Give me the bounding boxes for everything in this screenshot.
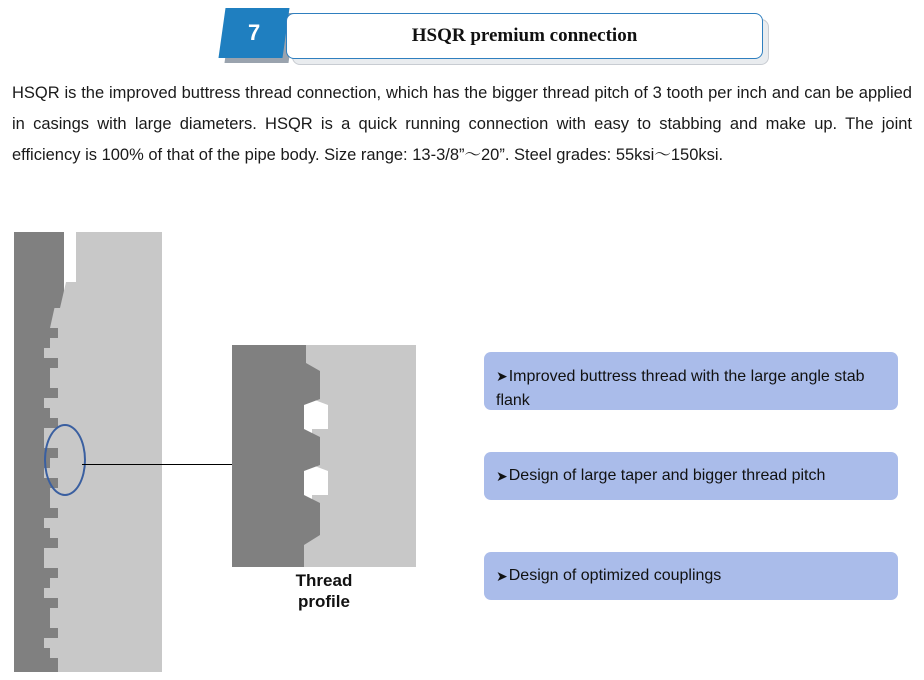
- coupling-thread-shape: [14, 232, 162, 672]
- connection-cross-section-figure: [14, 232, 162, 672]
- thread-profile-tooth-shape: [232, 345, 416, 567]
- bullet-arrow-icon: ➤: [496, 568, 508, 584]
- thread-profile-caption: Thread profile: [295, 571, 353, 611]
- feature-box-2: [484, 452, 898, 500]
- feature-text-3: Design of optimized couplings: [508, 567, 722, 584]
- bullet-arrow-icon: ➤: [496, 368, 508, 384]
- thread-profile-figure: [232, 345, 416, 567]
- feature-box-1: [484, 352, 898, 410]
- feature-text-2: Design of large taper and bigger thread pitch: [508, 467, 826, 484]
- feature-text-1: Improved buttress thread with the large angle stab flank: [496, 368, 865, 409]
- bullet-arrow-icon: ➤: [496, 468, 508, 484]
- detail-callout-ellipse: [44, 424, 86, 496]
- section-number: 7: [247, 20, 261, 45]
- description-paragraph: HSQR is the improved buttress thread connection, which has the bigger thread pitch of 3 tooth per inch and can be applied in casings with large diameters. HSQR is a quick running connection with easy to stabbing and make up. The joint efficiency is 100% of that of the pipe body. Size range: 13-3/8”～20”. Steel grades: 55ksi～150ksi.: [12, 84, 912, 164]
- section-number-badge: [218, 8, 289, 58]
- feature-box-3: [484, 552, 898, 600]
- callout-leader-line: [82, 464, 232, 465]
- page-header: [0, 0, 924, 72]
- title-pill: [286, 13, 763, 59]
- page-title: HSQR premium connection: [411, 25, 638, 46]
